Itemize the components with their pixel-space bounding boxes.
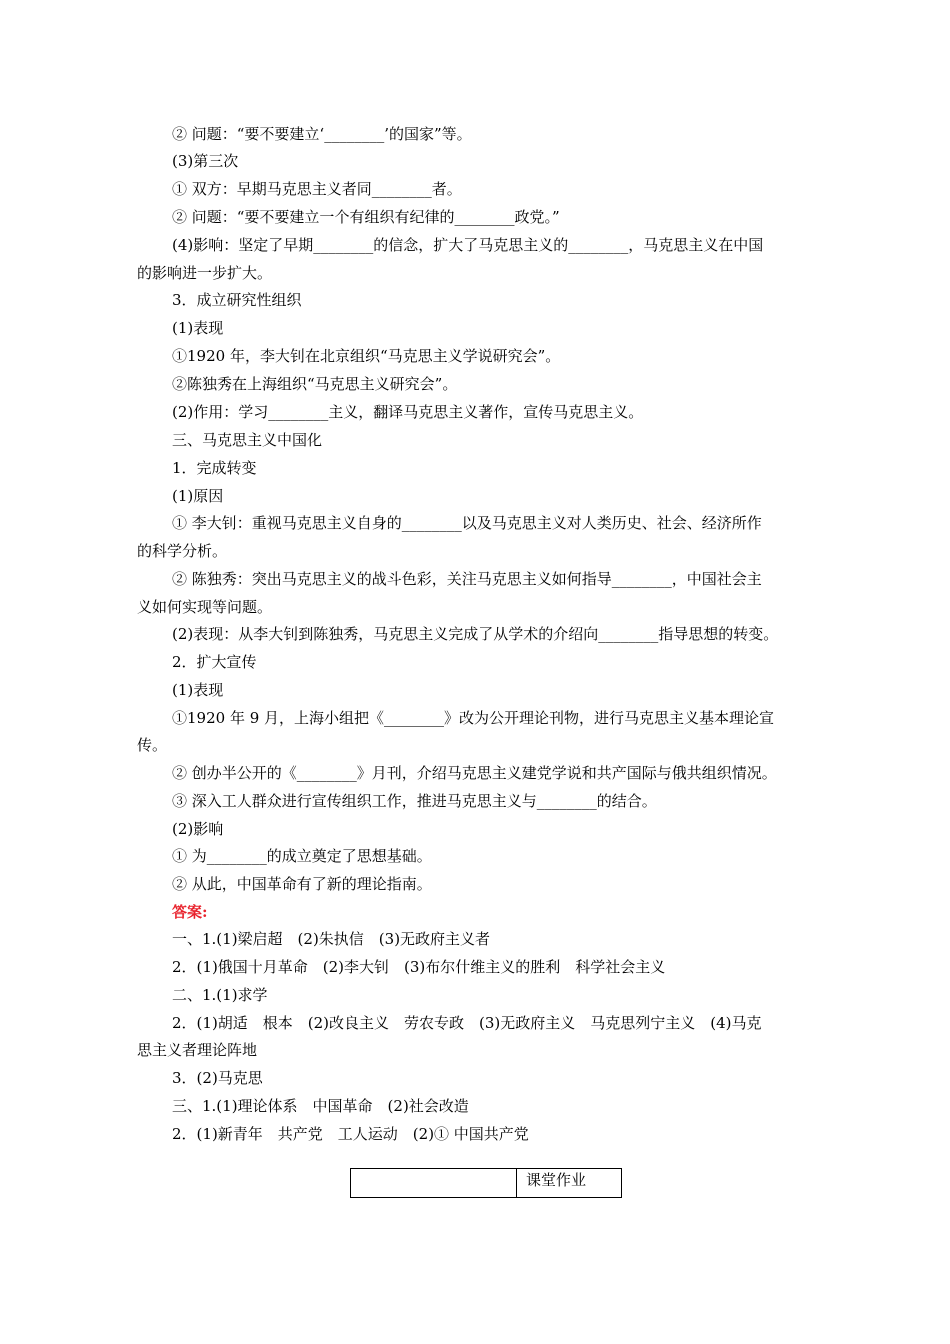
answer-line: 2．(1)新青年 共产党 工人运动 (2)① 中国共产党 (172, 1125, 529, 1143)
text-line: ① 为________的成立奠定了思想基础。 (172, 847, 432, 865)
text-line: ②陈独秀在上海组织“马克思主义研究会”。 (172, 375, 458, 393)
text-line: (1)原因 (172, 487, 224, 505)
text-line: ③ 深入工人群众进行宣传组织工作，推进马克思主义与________的结合。 (172, 792, 657, 810)
answer-line: 二、1.(1)求学 (172, 986, 268, 1004)
text-line: 的科学分析。 (137, 542, 228, 560)
answer-line: 一、1.(1)梁启超 (2)朱执信 (3)无政府主义者 (172, 930, 491, 948)
text-line: 1．完成转变 (172, 459, 257, 477)
text-line: ① 李大钊：重视马克思主义自身的________以及马克思主义对人类历史、社会、经济所作 (172, 514, 762, 532)
text-line: ①1920 年 9 月，上海小组把《________》改为公开理论刊物，进行马克思主义基本理论宣 (172, 709, 775, 727)
classwork-label: 课堂作业 (526, 1171, 587, 1189)
text-line: (2)影响 (172, 820, 224, 838)
answer-line: 思主义者理论阵地 (137, 1041, 258, 1059)
section-heading: 三、马克思主义中国化 (172, 431, 323, 449)
answer-line: 2．(1)俄国十月革命 (2)李大钊 (3)布尔什维主义的胜利 科学社会主义 (172, 958, 666, 976)
text-line: ② 创办半公开的《________》月刊，介绍马克思主义建党学说和共产国际与俄共组织情况。 (172, 764, 777, 782)
text-line: (2)作用：学习________主义，翻译马克思主义著作，宣传马克思主义。 (172, 403, 644, 421)
text-line: 3．成立研究性组织 (172, 291, 302, 309)
text-line: (1)表现 (172, 681, 224, 699)
answer-line: 3．(2)马克思 (172, 1069, 263, 1087)
text-line: ② 问题：“要不要建立一个有组织有纪律的________政党。” (172, 208, 560, 226)
box-divider (516, 1169, 517, 1197)
text-line: 2．扩大宣传 (172, 653, 257, 671)
answer-line: 三、1.(1)理论体系 中国革命 (2)社会改造 (172, 1097, 469, 1115)
text-line: (2)表现：从李大钊到陈独秀，马克思主义完成了从学术的介绍向________指导思想的转变。 (172, 625, 779, 643)
text-line: (1)表现 (172, 319, 224, 337)
text-line: 义如何实现等问题。 (137, 598, 273, 616)
text-line: (4)影响：坚定了早期________的信念，扩大了马克思主义的________，马克思主义在中国 (172, 236, 764, 254)
classwork-header-box (350, 1168, 622, 1198)
text-line: (3)第三次 (172, 152, 239, 170)
text-line: 的影响进一步扩大。 (137, 264, 273, 282)
text-line: 传。 (137, 736, 168, 754)
text-line: ② 问题：“要不要建立‘________’的国家”等。 (172, 125, 472, 143)
answer-heading: 答案: (172, 903, 208, 921)
text-line: ② 从此，中国革命有了新的理论指南。 (172, 875, 432, 893)
text-line: ② 陈独秀：突出马克思主义的战斗色彩，关注马克思主义如何指导________，中国社会主 (172, 570, 762, 588)
text-line: ①1920 年，李大钊在北京组织“马克思主义学说研究会”。 (172, 347, 561, 365)
text-line: ① 双方：早期马克思主义者同________者。 (172, 180, 462, 198)
answer-line: 2．(1)胡适 根本 (2)改良主义 劳农专政 (3)无政府主义 马克思列宁主义 (4)马克 (172, 1014, 762, 1032)
